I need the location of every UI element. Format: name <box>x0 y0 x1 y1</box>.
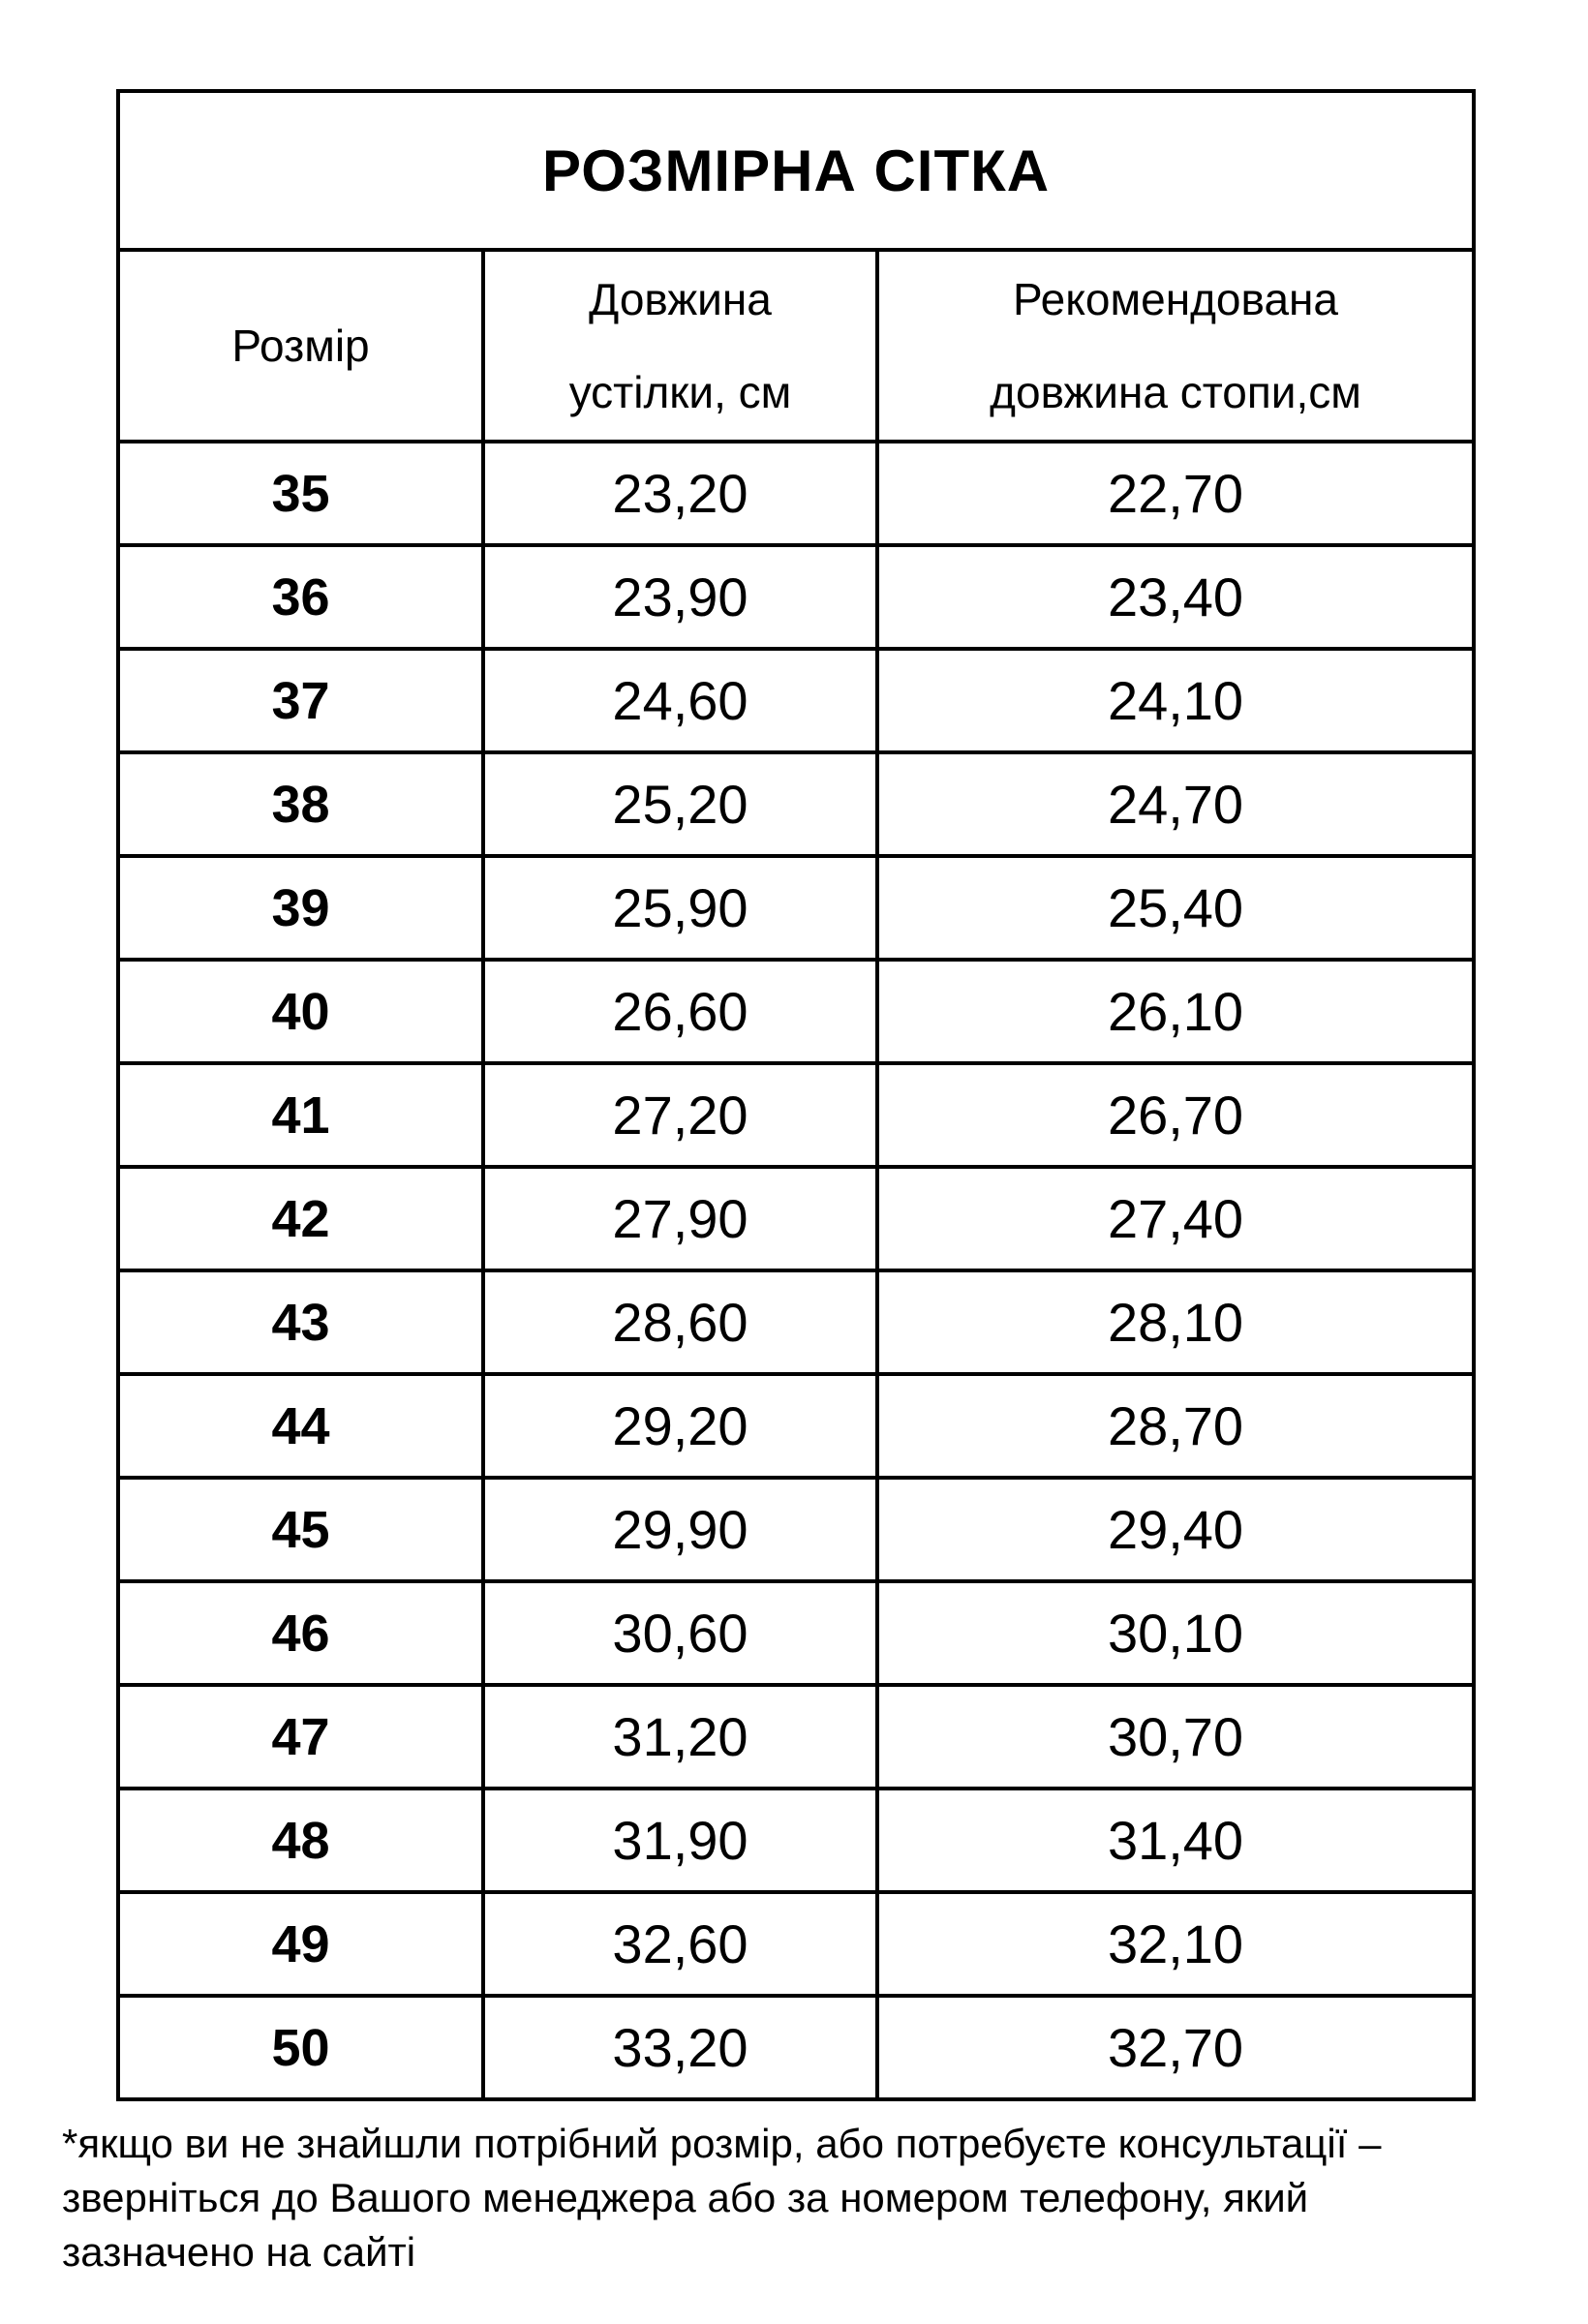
table-row <box>118 1167 1474 1270</box>
insole-length-cell: 27,20 <box>483 1063 877 1167</box>
table-row <box>118 960 1474 1063</box>
header-row <box>118 250 1474 442</box>
foot-length-cell: 32,70 <box>877 1996 1474 2099</box>
table-row <box>118 1789 1474 1892</box>
size-cell: 35 <box>118 442 483 545</box>
size-cell: 44 <box>118 1374 483 1478</box>
table-title: РОЗМІРНА СІТКА <box>118 91 1474 250</box>
title-row <box>118 91 1474 250</box>
insole-length-cell: 23,90 <box>483 545 877 649</box>
size-cell: 46 <box>118 1581 483 1685</box>
foot-length-cell: 23,40 <box>877 545 1474 649</box>
insole-length-cell: 23,20 <box>483 442 877 545</box>
insole-length-cell: 27,90 <box>483 1167 877 1270</box>
size-cell: 37 <box>118 649 483 752</box>
foot-length-cell: 27,40 <box>877 1167 1474 1270</box>
insole-length-cell: 25,90 <box>483 856 877 960</box>
footnote-line-2: зверніться до Вашого менеджера або за номером телефону, який <box>62 2175 1309 2220</box>
insole-length-cell: 25,20 <box>483 752 877 856</box>
insole-length-cell: 29,90 <box>483 1478 877 1581</box>
size-cell: 49 <box>118 1892 483 1996</box>
table-row <box>118 442 1474 545</box>
column-header-size <box>118 250 483 442</box>
column-header-foot-line1: Рекомендована <box>1013 274 1339 324</box>
foot-length-cell: 24,70 <box>877 752 1474 856</box>
table-row <box>118 1478 1474 1581</box>
foot-length-cell: 22,70 <box>877 442 1474 545</box>
foot-length-cell: 24,10 <box>877 649 1474 752</box>
foot-length-cell: 25,40 <box>877 856 1474 960</box>
size-cell: 36 <box>118 545 483 649</box>
table-row <box>118 1374 1474 1478</box>
size-cell: 38 <box>118 752 483 856</box>
insole-length-cell: 31,20 <box>483 1685 877 1789</box>
insole-length-cell: 26,60 <box>483 960 877 1063</box>
foot-length-cell: 26,10 <box>877 960 1474 1063</box>
column-header-foot-length <box>877 250 1474 442</box>
table-row <box>118 1685 1474 1789</box>
column-header-insole-line1: Довжина <box>589 274 772 324</box>
foot-length-cell: 32,10 <box>877 1892 1474 1996</box>
size-cell: 39 <box>118 856 483 960</box>
footnote <box>62 2117 1534 2279</box>
size-cell: 42 <box>118 1167 483 1270</box>
size-cell: 41 <box>118 1063 483 1167</box>
foot-length-cell: 30,70 <box>877 1685 1474 1789</box>
column-header-size-label: Розмір <box>231 321 370 371</box>
foot-length-cell: 28,10 <box>877 1270 1474 1374</box>
insole-length-cell: 30,60 <box>483 1581 877 1685</box>
insole-length-cell: 28,60 <box>483 1270 877 1374</box>
foot-length-cell: 30,10 <box>877 1581 1474 1685</box>
size-cell: 45 <box>118 1478 483 1581</box>
footnote-line-1: *якщо ви не знайшли потрібний розмір, або потребуєте консультації – <box>62 2121 1382 2166</box>
size-chart-table <box>116 89 1476 2101</box>
table-row <box>118 1270 1474 1374</box>
column-header-insole-length <box>483 250 877 442</box>
table-row <box>118 1996 1474 2099</box>
table-row <box>118 752 1474 856</box>
table-row <box>118 1063 1474 1167</box>
foot-length-cell: 26,70 <box>877 1063 1474 1167</box>
column-header-foot-line2: довжина стопи,см <box>990 367 1361 417</box>
insole-length-cell: 33,20 <box>483 1996 877 2099</box>
column-header-insole-line2: устілки, см <box>568 367 792 417</box>
size-cell: 40 <box>118 960 483 1063</box>
insole-length-cell: 24,60 <box>483 649 877 752</box>
size-cell: 48 <box>118 1789 483 1892</box>
foot-length-cell: 29,40 <box>877 1478 1474 1581</box>
table-row <box>118 649 1474 752</box>
insole-length-cell: 29,20 <box>483 1374 877 1478</box>
table-row <box>118 545 1474 649</box>
table-row <box>118 1892 1474 1996</box>
foot-length-cell: 31,40 <box>877 1789 1474 1892</box>
table-row <box>118 856 1474 960</box>
insole-length-cell: 31,90 <box>483 1789 877 1892</box>
table-row <box>118 1581 1474 1685</box>
size-cell: 47 <box>118 1685 483 1789</box>
footnote-line-3: зазначено на сайті <box>62 2229 416 2275</box>
insole-length-cell: 32,60 <box>483 1892 877 1996</box>
size-cell: 43 <box>118 1270 483 1374</box>
size-cell: 50 <box>118 1996 483 2099</box>
foot-length-cell: 28,70 <box>877 1374 1474 1478</box>
